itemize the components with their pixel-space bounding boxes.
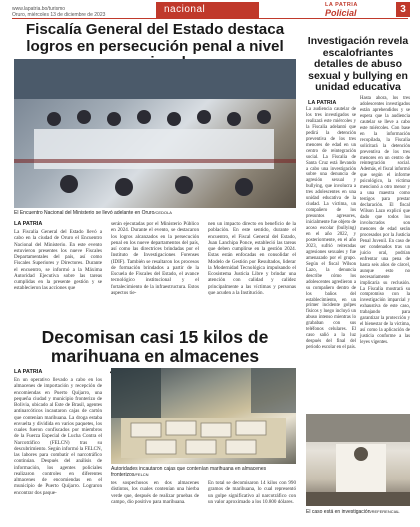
article2-col3-text: En total se decomisaron 14 kilos con 990 gramos de marihuana, lo cual representó un golpe significativo al narcotráfico con un valor aproximado a los 10.800 dólares. — [208, 480, 296, 505]
sidebar-caption-credit: /REFERENCIAL — [370, 509, 400, 514]
article1-col2 — [111, 221, 199, 296]
article2-caption — [111, 466, 296, 478]
sidebar-caption — [306, 509, 410, 515]
article1-headline: Fiscalía General del Estado destaca logros en persecución penal a nivel — [25, 21, 285, 55]
sidebar-col2-text: Hasta ahora, los tres adolescentes investigados están aprehendidos y se espera que la audiencia cautelar se lleve a cabo este miércoles. Con base en la información recopilada, la Fiscalía solicitará la detención preventiva de los tres menores en un centro de reintegración social. Además, el fiscal informó que según el informe psicológico, la víctima mencionó a otro menor y a una maestra como testigos para prestar declaración. El fiscal Wilson Lazo explicó que dado que todos los involucrados son menores de edad serán procesados por la Justicia Penal Juvenil. En caso de ser condenados tras un juicio oral, podrían enfrentar una pena de hasta seis años de cárcel, aunque esto no necesariamente implicaría su reclusión. La Fiscalía mostrará su compromiso con la investigación imparcial y exhaustiva de este caso, trabajando para garantizar la protección y el bienestar de la víctima, así como la aplicación de justicia conforme a las leyes vigentes. — [360, 96, 410, 346]
page-number: 3 — [396, 2, 410, 17]
article1-caption-text: El Encuentro Nacional del Ministerio se llevó adelante en Oruro — [14, 210, 155, 216]
article1-photo — [14, 59, 296, 208]
article1-caption — [14, 210, 296, 216]
article1-col1 — [14, 229, 102, 292]
article1-col3-text: nen un impacto directo en beneficio de la población. En este sentido, durante el encuentro, el Fiscal General del Estado, Juan Lanchipa Ponce, estableció las tareas que deben cumplirse en la gestión 2024. Estas están enfocadas en consolidar el Modelo de Gestión por Resultados, liderar la Modernidad Tecnológica impulsando el Ecosistema Justicia Libre y brindar una atención con calidad y calidez principalmente a las víctimas y personas que acuden a la Institución. — [208, 221, 296, 296]
brand-top: LA PATRIA — [325, 2, 358, 8]
seized-packages-image — [111, 368, 296, 464]
sidebar-caption-text: El caso está en investigación — [306, 509, 371, 515]
article2-col3 — [208, 480, 296, 505]
sidebar-kicker: LA PATRIA — [308, 100, 337, 106]
section-label: nacional — [156, 2, 259, 18]
article2-kicker: LA PATRIA — [14, 369, 43, 375]
header-rule — [12, 18, 408, 19]
sidebar-headline: Investigación revela escalofriantes detalles de abuso sexual y bullying en unidad educativa — [307, 35, 409, 93]
article2-photo — [111, 368, 296, 464]
article2-col2 — [111, 480, 199, 505]
article1-caption-credit: /CEDOLA — [154, 210, 172, 215]
article2-col2-text: tes sospechosos en dos almacenes distintos, los cuales contenían una hierba verde que, después de realizar pruebas de campo, dio positivo para marihuana. — [111, 480, 199, 505]
meeting-photo-image — [14, 59, 296, 208]
issue-date: Oruro, miércoles 13 de diciembre de 2023 — [12, 12, 106, 18]
article1-col2-text: serán ejecutadas por el Ministerio Público en 2024. Durante el evento, se destacaron los logros alcanzados en la persecución penal en los nueve departamentos del país, así como las directrices brindadas por el Instituto de Investigaciones Forenses (IDIF). También se resaltaron los procesos de formación brindados a partir de la Escuela de Fiscales del Estado, el avance tecnológico institucional y el fortalecimiento de la infraestructura. Estos aspectos tie- — [111, 221, 199, 296]
article2-caption-credit: /FELCN — [134, 472, 149, 477]
header-meta — [12, 6, 105, 18]
article1-col1-text: La Fiscalía General del Estado llevó a cabo en la ciudad de Oruro el Encuentro Nacional del Ministerio. En este evento estuvieron presentes los nueve Fiscales Departamentales del país, así como Fiscales Superiores y Directores. Durante el encuentro, se informó a la Máxima Autoridad Ejecutiva sobre las tareas cumplidas en la presente gestión y se establecieron las acciones que — [14, 229, 102, 292]
article2-caption-text: Autoridades incautaron cajas que contenían marihuana en almacenes fronterizos — [111, 466, 267, 478]
article1-kicker: LA PATRIA — [14, 221, 43, 227]
article2-col1-text: En un operativo llevado a cabo en los almacenes de importación y recepción de encomiendas en Puerto Quijarro, una pequeña ciudad y municipio fronterizo de Bolivia, ubicado al Este de Brasil, agentes antinarcóticos incautaron cajas de cartón que contenían marihuana. La droga estaba envuelta y dividida en varios paquetes, los cuales fueron confiscados por miembros de la Fuerza Especial de Lucha Contra el Narcotráfico (FELCN) tras su descubrimiento. Según informó la FELCN, las labores para combatir el narcotráfico continúan. Después del análisis de información, los agentes policiales realizaron controles en diferentes almacenes de encomiendas en el municipio de Puerto Quijarro. Lograron encontrar dos paque- — [14, 377, 102, 496]
sidebar-photo — [306, 414, 410, 506]
courtroom-photo-image — [306, 414, 410, 506]
website-text: www.lapatria.bo/turismo — [12, 6, 66, 12]
article2-col1 — [14, 377, 102, 496]
article1-col3 — [208, 221, 296, 296]
brand-bottom: Policial — [325, 8, 357, 18]
sidebar-col1-text: La audiencia cautelar de los tres investigados se realizará este miércoles y la Fiscalía adelantó que pedirá la detención preventiva de los tres menores de edad en un centro de reintegración social. La Fiscalía de Santa Cruz está llevando a cabo una investigación sobre una denuncia de agresión sexual y bullying, que involucra a tres adolescentes en una unidad educativa de la ciudad. La víctima, un compañero de los presuntos agresores, inicialmente fue objeto de acoso escolar (bullying) en el año 2022, y posteriormente, en el año 2023, sufrió reiteradas agresiones sexuales y fue amenazado por el grupo. Según el fiscal Wilson Lazo, la denuncia describe cómo los adolescentes agredieron a su compañero dentro de los baños del establecimiento, en un primer incidente golpes físicos y luego incluyó un abuso intenso mientras lo grababan con sus teléfonos celulares. El caso salió a la luz después del final del periodo escolar en el país. — [306, 107, 356, 351]
sidebar-col2 — [360, 96, 410, 346]
article2-headline: Decomisan casi 15 kilos de marihuana en almacenes — [41, 327, 269, 366]
sidebar-col1 — [306, 107, 356, 351]
